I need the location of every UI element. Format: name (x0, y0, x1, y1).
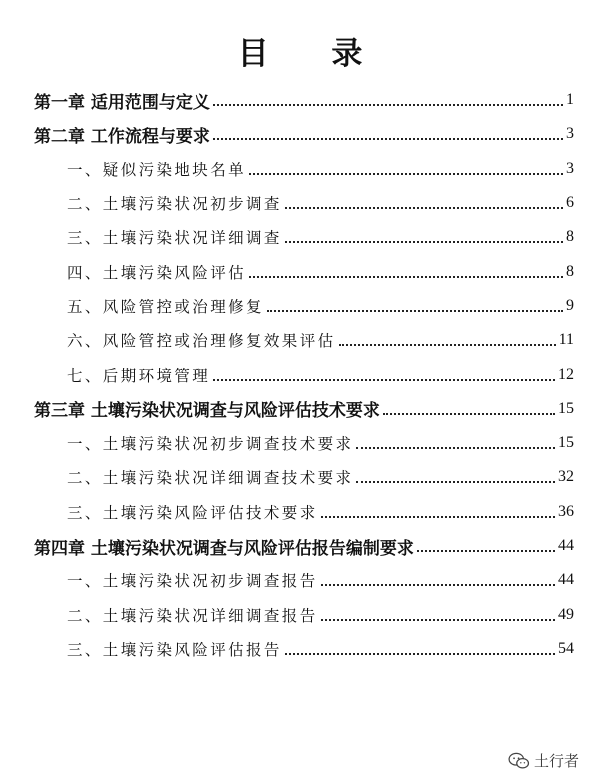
toc-entry[interactable] (0, 323, 600, 357)
toc-entry[interactable] (0, 186, 600, 220)
toc-leader-dots (249, 276, 563, 278)
toc-entry[interactable] (0, 289, 600, 323)
toc-page-number: 3 (566, 125, 574, 143)
toc-entry[interactable] (0, 392, 600, 426)
toc-entry-text: 三、土壤污染风险评估技术要求 (67, 503, 318, 522)
toc-entry-text: 第四章 土壤污染状况调查与风险评估报告编制要求 (34, 538, 414, 559)
toc-entry[interactable] (0, 254, 600, 288)
toc-entry[interactable] (0, 632, 600, 666)
toc-page-number: 54 (558, 639, 574, 657)
toc-leader-dots (213, 138, 563, 140)
toc-page-number: 3 (566, 159, 574, 177)
toc-entry-text: 三、土壤污染风险评估报告 (67, 640, 282, 659)
toc-leader-dots (321, 516, 555, 518)
toc-entry-text: 一、土壤污染状况初步调查报告 (67, 572, 318, 591)
toc-leader-dots (383, 413, 555, 415)
toc-leader-dots (213, 104, 563, 106)
toc-entry[interactable] (0, 357, 600, 391)
toc-page-number: 6 (566, 194, 574, 212)
watermark-text: 土行者 (533, 752, 579, 770)
toc-page-number: 8 (566, 262, 574, 280)
toc-page-number: 32 (558, 468, 574, 486)
toc-entry-text: 第三章 土壤污染状况调查与风险评估技术要求 (34, 401, 380, 422)
toc-leader-dots (267, 310, 563, 312)
toc-page-number: 44 (558, 537, 574, 554)
toc-entry-text: 五、风险管控或治理修复 (67, 297, 264, 316)
toc-entry-text: 六、风险管控或治理修复效果评估 (67, 332, 336, 351)
toc-entry[interactable] (0, 563, 600, 597)
toc-leader-dots (356, 481, 555, 483)
wechat-icon (508, 752, 530, 770)
page-title: 目 录 (237, 36, 389, 72)
toc-page-number: 36 (558, 502, 574, 520)
toc-entry[interactable] (0, 83, 600, 117)
toc-entry-text: 第一章 适用范围与定义 (34, 92, 210, 113)
toc-entry-text: 三、土壤污染状况详细调查 (67, 229, 282, 248)
toc-page-number: 15 (558, 399, 574, 417)
toc-entry[interactable] (0, 152, 600, 186)
toc-page-number: 15 (558, 434, 574, 452)
toc-entry-text: 四、土壤污染风险评估 (67, 263, 247, 282)
toc-entry[interactable] (0, 529, 600, 563)
toc-entry-text: 七、后期环境管理 (67, 366, 211, 385)
toc-entry-text: 二、土壤污染状况详细调查技术要求 (67, 469, 354, 488)
toc-entry[interactable] (0, 220, 600, 254)
toc-entry[interactable] (0, 597, 600, 631)
toc-leader-dots (356, 447, 555, 449)
toc-leader-dots (213, 379, 555, 381)
toc-entry[interactable] (0, 426, 600, 460)
toc-leader-dots (417, 550, 555, 552)
toc-entry[interactable] (0, 117, 600, 151)
toc-leader-dots (285, 207, 563, 209)
toc-entry[interactable] (0, 495, 600, 529)
toc-page-number: 8 (566, 228, 574, 246)
toc-leader-dots (249, 173, 563, 175)
toc-entry-text: 第二章 工作流程与要求 (34, 126, 210, 147)
toc-entry-text: 二、土壤污染状况详细调查报告 (67, 606, 318, 625)
toc-page-number: 11 (558, 331, 574, 349)
toc-page-number: 12 (558, 365, 574, 383)
toc-page-number: 1 (566, 91, 574, 109)
toc-entry[interactable] (0, 460, 600, 494)
table-of-contents (0, 83, 600, 666)
toc-page-number: 44 (558, 571, 574, 589)
toc-leader-dots (321, 619, 555, 621)
toc-page-number: 49 (558, 605, 574, 623)
toc-entry-text: 一、土壤污染状况初步调查技术要求 (67, 435, 354, 454)
watermark (505, 749, 582, 772)
toc-entry-text: 二、土壤污染状况初步调查 (67, 195, 282, 214)
toc-leader-dots (321, 584, 555, 586)
toc-page-number: 9 (566, 296, 574, 314)
toc-leader-dots (285, 653, 555, 655)
toc-leader-dots (285, 241, 563, 243)
toc-leader-dots (339, 344, 556, 346)
toc-entry-text: 一、疑似污染地块名单 (67, 160, 247, 179)
